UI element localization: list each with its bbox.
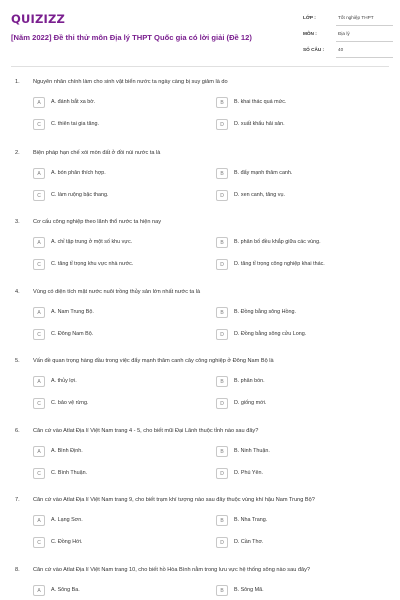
option-text: C. Đông Nam Bộ. [51, 331, 94, 337]
option-letter-box: B [216, 97, 228, 108]
option-text: D. Phú Yên. [234, 470, 263, 476]
option-letter-box: A [33, 515, 45, 526]
option-letter-box: D [216, 190, 228, 201]
question-text: Vấn đề quan trọng hàng đầu trong việc đẩy mạnh thâm canh cây công nghiệp ở Đông Nam Bộ là [33, 358, 274, 364]
option-letter-box: C [33, 190, 45, 201]
option-text: B. khai thác quá mức. [234, 99, 287, 105]
option-letter-box: B [216, 307, 228, 318]
meta-value: Địa lý [338, 31, 350, 36]
option-letter-box: A [33, 168, 45, 179]
option-text: C. Bình Thuận. [51, 470, 88, 476]
option-b[interactable] [216, 307, 391, 318]
option-a[interactable] [33, 376, 208, 387]
option-d[interactable] [216, 329, 391, 340]
option-letter-box: D [216, 259, 228, 270]
question-number: 1. [15, 79, 20, 85]
option-letter-box: C [33, 119, 45, 130]
option-a[interactable] [33, 168, 208, 179]
option-d[interactable] [216, 259, 391, 270]
question-number: 5. [15, 358, 20, 364]
option-text: D. xen canh, tăng vụ. [234, 192, 285, 198]
question-3 [0, 219, 400, 279]
option-b[interactable] [216, 446, 391, 457]
option-text: C. thiên tai gia tăng. [51, 121, 99, 127]
option-text: A. Lạng Sơn. [51, 517, 83, 523]
question-8 [0, 567, 400, 600]
option-text: A. Bình Định. [51, 448, 83, 454]
option-text: D. xuất khẩu hải sản. [234, 121, 285, 127]
option-text: B. Sông Mã. [234, 587, 264, 593]
option-d[interactable] [216, 119, 391, 130]
option-b[interactable] [216, 237, 391, 248]
meta-key: MÔN : [303, 31, 317, 36]
question-text: Cơ cấu công nghiệp theo lãnh thổ nước ta hiện nay [33, 219, 162, 225]
option-c[interactable] [33, 259, 208, 270]
question-7 [0, 497, 400, 557]
option-letter-box: B [216, 446, 228, 457]
option-c[interactable] [33, 468, 208, 479]
option-text: C. làm ruộng bậc thang. [51, 192, 109, 198]
question-number: 8. [15, 567, 20, 573]
option-text: A. chỉ tập trung ở một số khu vực. [51, 239, 133, 245]
option-text: D. Cần Thơ. [234, 539, 264, 545]
worksheet-header [0, 0, 400, 66]
page-title: [Năm 2022] Đề thi thử môn Địa lý THPT Quốc gia có lời giải (Đề 12) [11, 33, 252, 42]
question-text: Căn cứ vào Atlat Địa lí Việt Nam trang 4 - 5, cho biết mũi Đại Lãnh thuộc tỉnh nào sau đây? [33, 428, 259, 434]
meta-question-count [303, 44, 393, 58]
option-c[interactable] [33, 190, 208, 201]
option-b[interactable] [216, 97, 391, 108]
option-letter-box: C [33, 537, 45, 548]
option-text: C. tăng tỉ trọng khu vực nhà nước. [51, 261, 134, 267]
option-text: A. thủy lợi. [51, 378, 77, 384]
option-text: B. Ninh Thuận. [234, 448, 270, 454]
option-a[interactable] [33, 97, 208, 108]
option-letter-box: B [216, 585, 228, 596]
question-text: Biện pháp hạn chế xói mòn đất ở đồi núi nước ta là [33, 150, 161, 156]
option-text: B. phân bón. [234, 378, 265, 384]
question-number: 7. [15, 497, 20, 503]
option-text: A. Nam Trung Bộ. [51, 309, 94, 315]
option-text: B. Đồng bằng sông Hồng. [234, 309, 297, 315]
option-c[interactable] [33, 119, 208, 130]
option-text: A. Sông Ba. [51, 587, 80, 593]
option-letter-box: B [216, 515, 228, 526]
option-c[interactable] [33, 537, 208, 548]
option-a[interactable] [33, 307, 208, 318]
meta-value: 40 [338, 47, 344, 52]
option-letter-box: A [33, 585, 45, 596]
meta-key: LỚP : [303, 15, 316, 20]
option-text: B. phân bố đều khắp giữa các vùng. [234, 239, 321, 245]
option-b[interactable] [216, 585, 391, 596]
option-text: A. bón phân thích hợp. [51, 170, 106, 176]
meta-value: Tốt nghiệp THPT [338, 15, 374, 20]
header-divider [11, 66, 389, 67]
option-d[interactable] [216, 537, 391, 548]
question-text: Vùng có diện tích mặt nước nuôi trồng thủy sản lớn nhất nước ta là [33, 289, 201, 295]
option-text: D. Đồng bằng sông cửu Long. [234, 331, 307, 337]
meta-class [303, 12, 393, 26]
option-text: B. đẩy mạnh thâm canh. [234, 170, 293, 176]
option-letter-box: D [216, 398, 228, 409]
option-text: C. Đồng Hới. [51, 539, 83, 545]
option-letter-box: D [216, 468, 228, 479]
question-5 [0, 358, 400, 418]
option-letter-box: A [33, 376, 45, 387]
meta-divider [336, 25, 393, 26]
option-c[interactable] [33, 329, 208, 340]
question-6 [0, 428, 400, 488]
option-letter-box: A [33, 237, 45, 248]
option-letter-box: B [216, 168, 228, 179]
option-letter-box: A [33, 446, 45, 457]
option-letter-box: D [216, 119, 228, 130]
option-a[interactable] [33, 446, 208, 457]
meta-divider [336, 41, 393, 42]
option-a[interactable] [33, 237, 208, 248]
question-1 [0, 79, 400, 139]
question-2 [0, 150, 400, 210]
option-letter-box: C [33, 329, 45, 340]
question-4 [0, 289, 400, 349]
question-text: Căn cứ vào Atlat Địa lí Việt Nam trang 9, cho biết trạm khí tượng nào sau đây thuộc vùng khí hậu Nam Trung Bộ? [33, 497, 315, 503]
option-d[interactable] [216, 468, 391, 479]
option-d[interactable] [216, 190, 391, 201]
question-number: 4. [15, 289, 20, 295]
option-letter-box: A [33, 307, 45, 318]
option-b[interactable] [216, 515, 391, 526]
question-text: Nguyên nhân chính làm cho sinh vật biển nước ta ngày càng bị suy giảm là do [33, 79, 228, 85]
meta-divider [336, 57, 393, 58]
option-letter-box: B [216, 237, 228, 248]
option-text: D. giống mới. [234, 400, 267, 406]
option-text: C. bảo vệ rừng. [51, 400, 89, 406]
option-letter-box: C [33, 398, 45, 409]
option-a[interactable] [33, 515, 208, 526]
question-number: 2. [15, 150, 20, 156]
option-c[interactable] [33, 398, 208, 409]
option-letter-box: C [33, 259, 45, 270]
option-letter-box: D [216, 329, 228, 340]
option-b[interactable] [216, 376, 391, 387]
option-text: D. tăng tỉ trọng công nghiệp khai thác. [234, 261, 325, 267]
question-number: 6. [15, 428, 20, 434]
option-a[interactable] [33, 585, 208, 596]
question-text: Căn cứ vào Atlat Địa lí Việt Nam trang 10, cho biết hồ Hòa Bình nằm trong lưu vực hệ thống sông nào sau đây? [33, 567, 310, 573]
question-number: 3. [15, 219, 20, 225]
option-letter-box: C [33, 468, 45, 479]
option-letter-box: A [33, 97, 45, 108]
option-text: A. đánh bắt xa bờ. [51, 99, 96, 105]
option-b[interactable] [216, 168, 391, 179]
option-letter-box: D [216, 537, 228, 548]
option-text: B. Nha Trang. [234, 517, 268, 523]
option-d[interactable] [216, 398, 391, 409]
option-letter-box: B [216, 376, 228, 387]
meta-subject [303, 28, 393, 42]
meta-key: SỐ CÂU : [303, 47, 325, 52]
quizizz-logo: QUIZIZZ [11, 12, 66, 26]
